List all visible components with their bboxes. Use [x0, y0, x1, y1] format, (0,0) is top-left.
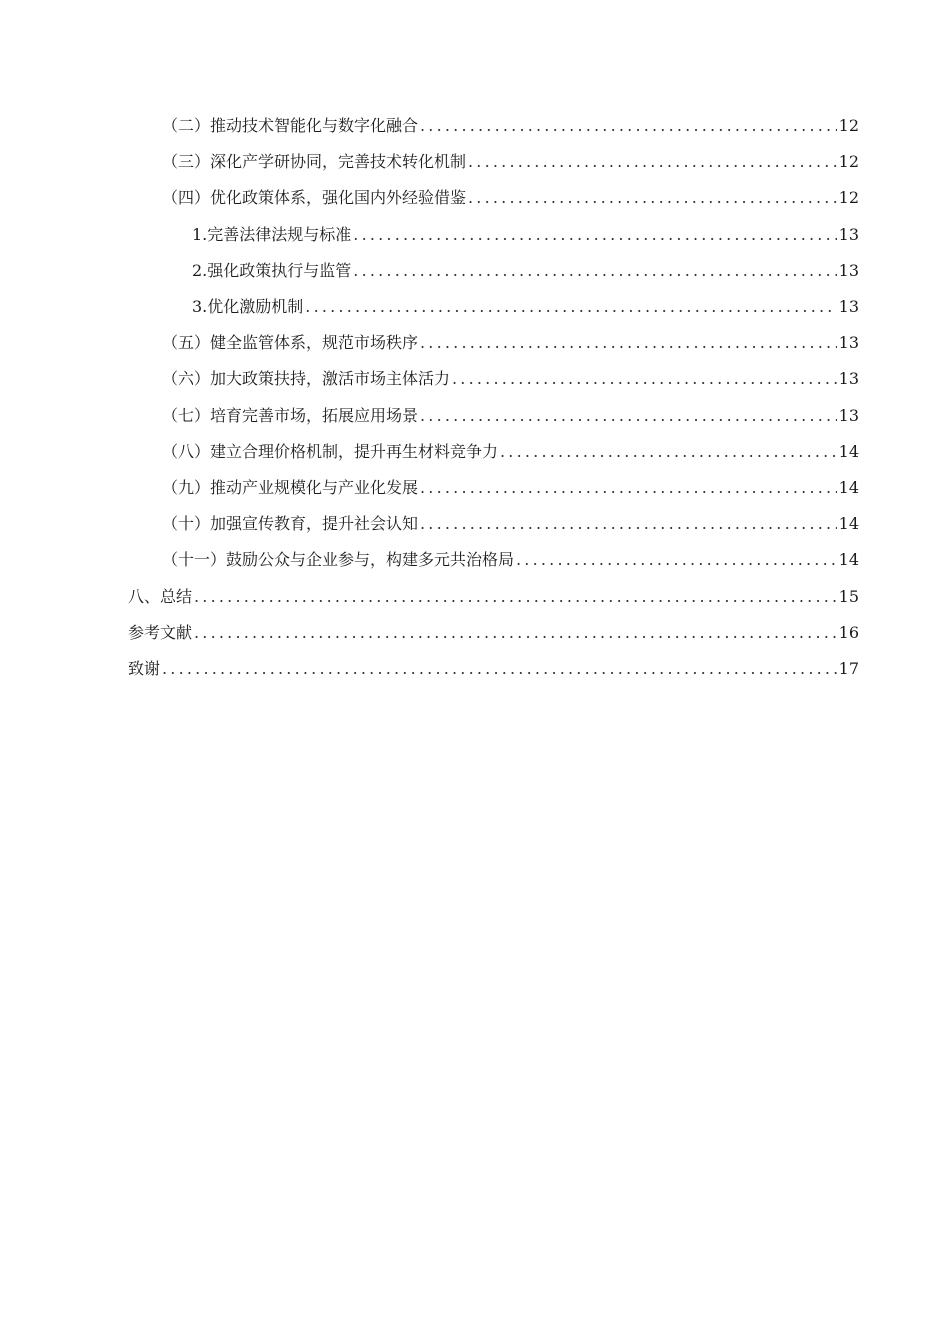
toc-entry[interactable]	[0, 108, 950, 144]
toc-entry-title: 八、总结	[128, 586, 193, 606]
toc-entry-page-number: 14	[838, 550, 859, 570]
toc-dot-leader	[420, 406, 837, 426]
toc-entry-title: （五）健全监管体系，规范市场秩序	[162, 333, 419, 353]
toc-entry-content	[162, 442, 859, 462]
toc-entry-page-number: 14	[838, 441, 859, 461]
table-of-contents	[0, 108, 950, 687]
toc-entry-page-number: 13	[838, 260, 859, 280]
toc-entry[interactable]	[0, 434, 950, 470]
toc-entry[interactable]	[0, 506, 950, 542]
toc-entry-page-number: 13	[838, 224, 859, 244]
toc-entry-title: 1.完善法律法规与标准	[192, 224, 352, 244]
toc-entry-title: （九）推动产业规模化与产业化发展	[162, 477, 419, 497]
toc-dot-leader	[353, 225, 836, 245]
toc-entry-content	[162, 406, 859, 426]
toc-dot-leader	[500, 442, 837, 462]
toc-entry-page-number: 14	[838, 477, 859, 497]
toc-entry-page-number: 13	[838, 333, 859, 353]
toc-entry-page-number: 16	[838, 622, 859, 642]
toc-dot-leader	[420, 116, 837, 136]
toc-entry-title: 致谢	[128, 658, 161, 678]
toc-entry-page-number: 12	[838, 116, 859, 136]
toc-entry[interactable]	[0, 289, 950, 325]
toc-dot-leader	[468, 152, 837, 172]
toc-entry-content	[162, 333, 859, 353]
toc-entry-title: （八）建立合理价格机制，提升再生材料竞争力	[162, 441, 499, 461]
toc-entry-title: （四）优化政策体系，强化国内外经验借鉴	[162, 188, 467, 208]
toc-entry-page-number: 17	[838, 658, 859, 678]
toc-entry-content	[192, 297, 859, 317]
toc-entry-title: （十一）鼓励公众与企业参与，构建多元共治格局	[162, 550, 515, 570]
toc-entry-page-number: 12	[838, 188, 859, 208]
toc-entry-title: （七）培育完善市场，拓展应用场景	[162, 405, 419, 425]
toc-dot-leader	[420, 333, 837, 353]
toc-entry-page-number: 12	[838, 152, 859, 172]
toc-entry-content	[128, 623, 859, 643]
toc-entry[interactable]	[0, 361, 950, 397]
toc-entry-title: 2.强化政策执行与监管	[192, 260, 352, 280]
toc-entry-content	[162, 478, 859, 498]
toc-entry-content	[192, 225, 859, 245]
toc-entry-content	[162, 369, 859, 389]
toc-entry-page-number: 13	[838, 297, 859, 317]
toc-dot-leader	[420, 514, 837, 534]
toc-entry-content	[162, 152, 859, 172]
toc-entry[interactable]	[0, 651, 950, 687]
toc-dot-leader	[420, 478, 837, 498]
toc-dot-leader	[452, 369, 837, 389]
toc-entry-title: （六）加大政策扶持，激活市场主体活力	[162, 369, 451, 389]
toc-entry-title: 参考文献	[128, 622, 193, 642]
toc-entry-content	[162, 188, 859, 208]
toc-entry-title: 3.优化激励机制	[192, 297, 304, 317]
toc-entry[interactable]	[0, 542, 950, 578]
toc-entry-content	[162, 514, 859, 534]
toc-dot-leader	[353, 261, 836, 281]
toc-entry-title: （十）加强宣传教育，提升社会认知	[162, 514, 419, 534]
toc-entry-content	[192, 261, 859, 281]
toc-entry[interactable]	[0, 398, 950, 434]
toc-dot-leader	[516, 550, 837, 570]
toc-entry[interactable]	[0, 180, 950, 216]
toc-entry-content	[128, 587, 859, 607]
toc-entry[interactable]	[0, 217, 950, 253]
toc-entry-title: （三）深化产学研协同，完善技术转化机制	[162, 152, 467, 172]
toc-entry-title: （二）推动技术智能化与数字化融合	[162, 116, 419, 136]
toc-entry-page-number: 13	[838, 405, 859, 425]
toc-entry-page-number: 14	[838, 514, 859, 534]
toc-entry-content	[162, 116, 859, 136]
toc-entry-content	[128, 659, 859, 679]
toc-dot-leader	[162, 659, 837, 679]
toc-entry[interactable]	[0, 144, 950, 180]
toc-dot-leader	[305, 297, 836, 317]
toc-dot-leader	[468, 188, 837, 208]
toc-dot-leader	[194, 623, 837, 643]
toc-entry[interactable]	[0, 578, 950, 614]
toc-entry-page-number: 15	[838, 586, 859, 606]
toc-entry-content	[162, 550, 859, 570]
toc-entry[interactable]	[0, 253, 950, 289]
toc-entry[interactable]	[0, 615, 950, 651]
toc-entry[interactable]	[0, 325, 950, 361]
toc-dot-leader	[194, 587, 837, 607]
toc-entry-page-number: 13	[838, 369, 859, 389]
toc-entry[interactable]	[0, 470, 950, 506]
